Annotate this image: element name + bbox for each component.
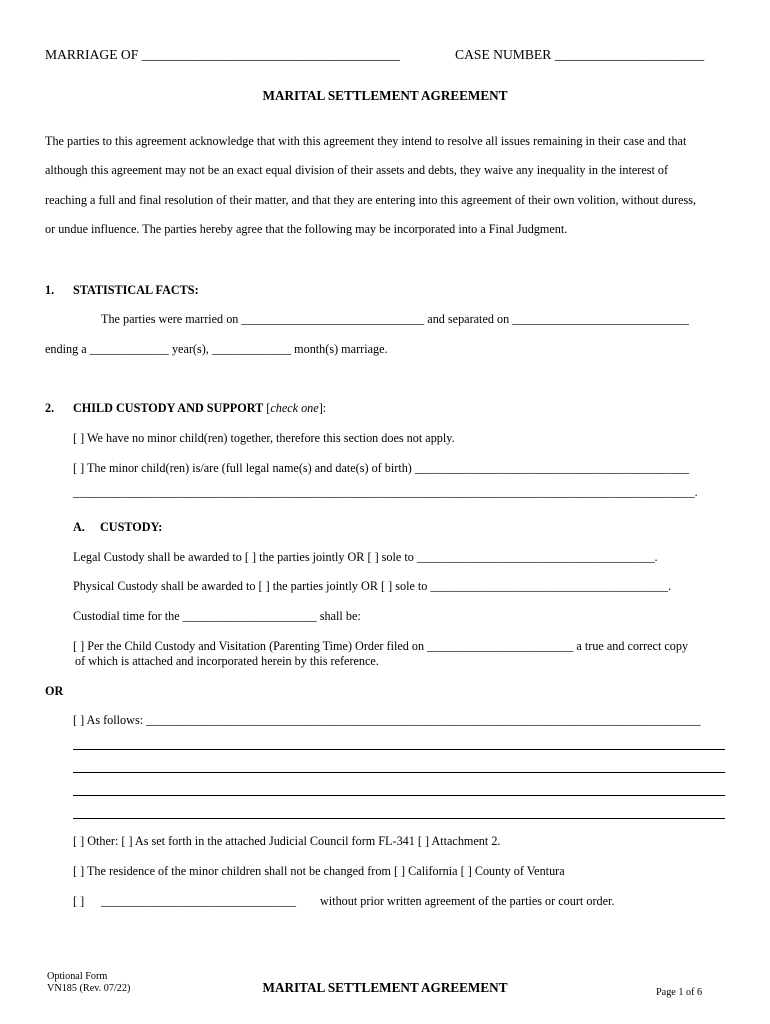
- intro-line-4: or undue influence. The parties hereby agree that the following may be incorporated into a Final Judgment.: [45, 222, 568, 236]
- custody-letter: A.: [73, 520, 85, 534]
- or-separator: OR: [45, 684, 64, 698]
- as-follows-blank-line-3[interactable]: [73, 795, 725, 796]
- bracket-close: ]:: [318, 401, 327, 415]
- document-title: MARITAL SETTLEMENT AGREEMENT: [262, 88, 508, 103]
- no-minor-children-checkbox[interactable]: [ ] We have no minor child(ren) together, therefore this section does not apply.: [73, 431, 455, 445]
- marriage-of-field: MARRIAGE OF ______________________________________: [45, 47, 400, 62]
- without-prior-checkbox[interactable]: [ ]: [73, 894, 85, 908]
- case-number-field: CASE NUMBER ______________________: [455, 47, 705, 62]
- section-2-heading-line: [73, 401, 326, 416]
- without-prior-blank[interactable]: ________________________________: [101, 894, 296, 908]
- section-1-number: 1.: [45, 283, 55, 297]
- other-checkbox[interactable]: [ ] Other: [ ] As set forth in the attached Judicial Council form FL-341 [ ] Attachment 2.: [73, 834, 501, 848]
- check-one-instruction: check one: [270, 401, 319, 415]
- footer-form-id: VN185 (Rev. 07/22): [47, 983, 131, 994]
- marriage-length-line: ending a _____________ year(s), _____________ month(s) marriage.: [45, 342, 388, 356]
- minor-children-checkbox[interactable]: [ ] The minor child(ren) is/are (full legal name(s) and date(s) of birth) _____________________________________________: [73, 461, 690, 475]
- intro-line-3: reaching a full and final resolution of their matter, and that they are entering into this agreement of their own volition, without duress,: [45, 193, 697, 207]
- parenting-order-checkbox[interactable]: [ ] Per the Child Custody and Visitation (Parenting Time) Order filed on ________________________ a true and correct copy: [73, 639, 689, 653]
- intro-line-1: The parties to this agreement acknowledge that with this agreement they intend to resolve all issues remaining in their case and that: [45, 134, 687, 148]
- footer-title: MARITAL SETTLEMENT AGREEMENT: [262, 980, 508, 995]
- residence-checkbox[interactable]: [ ] The residence of the minor children shall not be changed from [ ] California [ ] County of Ventura: [73, 864, 565, 878]
- parenting-order-continuation: of which is attached and incorporated herein by this reference.: [75, 654, 379, 668]
- without-prior-text: without prior written agreement of the parties or court order.: [320, 894, 615, 908]
- legal-custody-line[interactable]: Legal Custody shall be awarded to [ ] the parties jointly OR [ ] sole to _______________________________________.: [73, 550, 658, 564]
- footer-optional-form: Optional Form: [47, 971, 108, 982]
- bracket-open: [: [266, 401, 271, 415]
- footer-page-number: Page 1 of 6: [656, 987, 703, 998]
- as-follows-blank-line-2[interactable]: [73, 772, 725, 773]
- as-follows-checkbox[interactable]: [ ] As follows: ___________________________________________________________________________________________: [73, 713, 701, 727]
- section-2-heading: CHILD CUSTODY AND SUPPORT: [73, 401, 264, 415]
- as-follows-blank-line-1[interactable]: [73, 749, 725, 750]
- intro-line-2: although this agreement may not be an exact equal division of their assets and debts, they waive any inequality in the interest of: [45, 163, 669, 177]
- as-follows-blank-line-4[interactable]: [73, 818, 725, 819]
- section-2-number: 2.: [45, 401, 55, 415]
- custodial-time-line: Custodial time for the ______________________ shall be:: [73, 609, 361, 623]
- section-1-heading: STATISTICAL FACTS:: [73, 283, 199, 297]
- physical-custody-line[interactable]: Physical Custody shall be awarded to [ ] the parties jointly OR [ ] sole to _______________________________________.: [73, 579, 672, 593]
- custody-heading: CUSTODY:: [100, 520, 163, 534]
- minor-children-continuation: ______________________________________________________________________________________________________.: [73, 485, 698, 499]
- married-separated-line: The parties were married on ______________________________ and separated on _____________________________: [101, 312, 689, 326]
